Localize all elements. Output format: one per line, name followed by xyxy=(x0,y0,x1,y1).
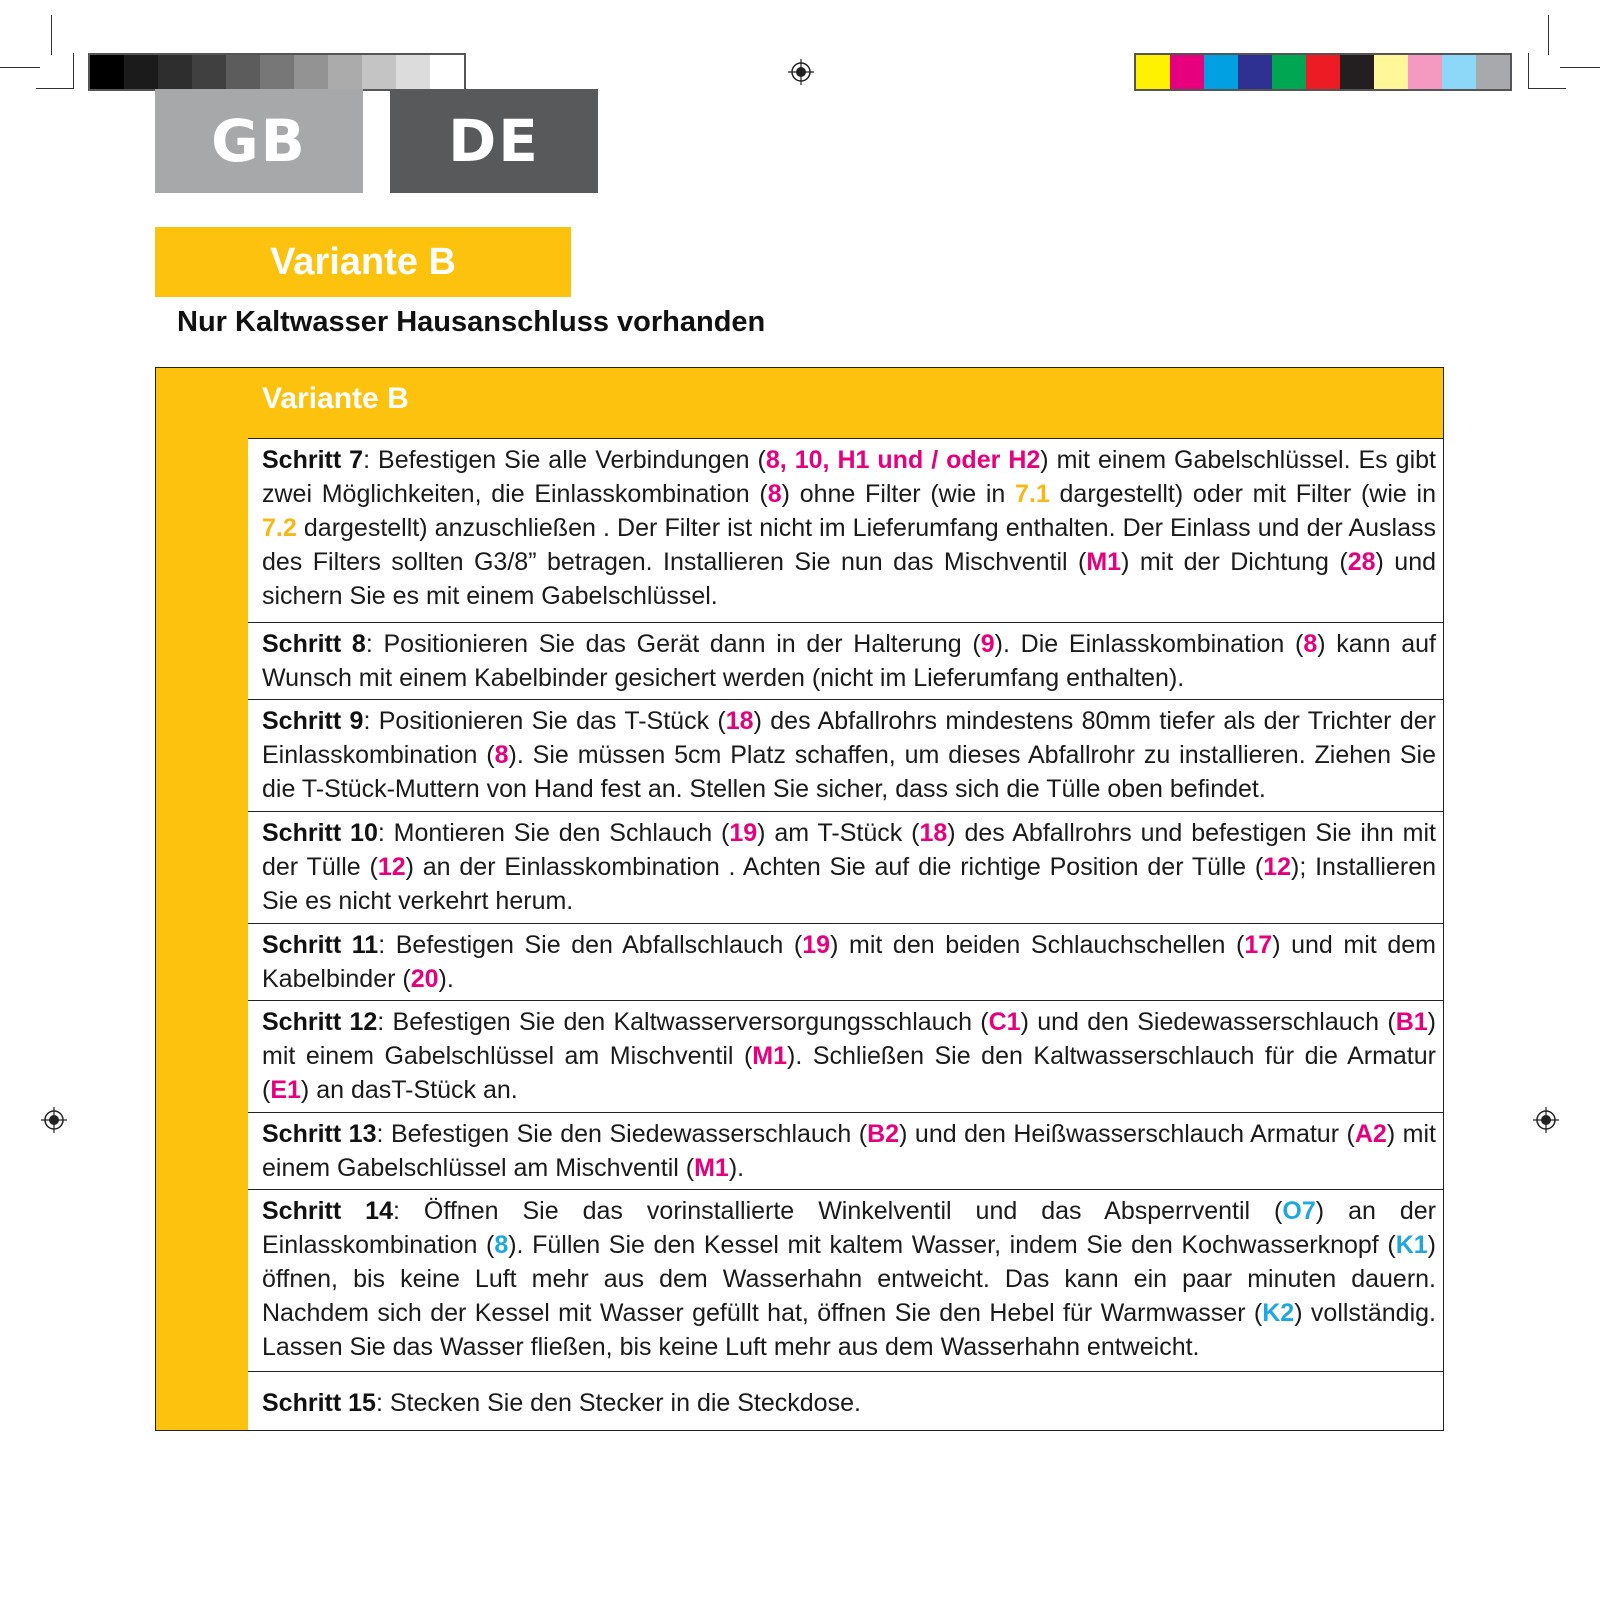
part-reference: 8, 10, H1 und / oder H2 xyxy=(765,446,1041,474)
part-reference: 8 xyxy=(494,741,509,769)
step-text: ). Füllen Sie den Kessel mit kaltem Wasser, indem Sie den Kochwasserknopf ( xyxy=(508,1231,1396,1259)
step-label: Schritt 12 xyxy=(262,1008,378,1036)
calibration-swatch xyxy=(1306,55,1340,89)
step-label: Schritt 13 xyxy=(262,1120,377,1148)
step-text: ) mit einem Gabelschlüssel am Mischventil ( xyxy=(262,1008,1436,1070)
calibration-swatch xyxy=(90,55,124,89)
step-row xyxy=(248,699,1443,811)
calibration-swatch xyxy=(362,55,396,89)
part-reference: 17 xyxy=(1244,931,1273,959)
step-text: ). Die Einlasskombination ( xyxy=(994,630,1304,658)
part-reference: M1 xyxy=(694,1154,729,1182)
registration-mark-icon xyxy=(41,1107,67,1133)
part-reference: K2 xyxy=(1262,1299,1295,1327)
registration-mark-icon xyxy=(788,59,814,85)
step-text: ) kann auf Wunsch mit einem Kabelbinder gesichert werden (nicht im Lieferumfang enthalten). xyxy=(262,630,1436,692)
step-text: : Öffnen Sie das vorinstallierte Winkelventil und das Absperrventil ( xyxy=(392,1197,1283,1225)
step-row xyxy=(248,811,1443,923)
part-reference: 28 xyxy=(1347,548,1376,576)
step-text: ) vollständig. Lassen Sie das Wasser fließen, bis keine Luft mehr aus dem Wasserhahn entweicht. xyxy=(262,1299,1436,1361)
step-text: ) am T-Stück ( xyxy=(757,819,920,847)
steps-list xyxy=(248,438,1443,1430)
step-text: ) mit den beiden Schlauchschellen ( xyxy=(830,931,1245,959)
part-reference: 18 xyxy=(725,707,754,735)
step-text: ); Installieren Sie es nicht verkehrt herum. xyxy=(262,853,1436,915)
part-reference: B2 xyxy=(867,1120,900,1148)
step-label: Schritt 8 xyxy=(262,630,366,658)
part-reference: 20 xyxy=(410,965,439,993)
step-text: ) und sichern Sie es mit einem Gabelschlüssel. xyxy=(262,548,1437,610)
calibration-swatch xyxy=(1170,55,1204,89)
step-text: dargestellt) anzuschließen . Der Filter ist nicht im Lieferumfang enthalten. Der Einlass und der Auslass des Filters sollten G3/8” betragen. Installieren Sie nun das Mischventil ( xyxy=(262,514,1436,576)
step-text: ) und den Siedewasserschlauch ( xyxy=(1020,1008,1396,1036)
calibration-swatch xyxy=(226,55,260,89)
step-text: ) an der Einlasskombination . Achten Sie auf die richtige Position der Tülle ( xyxy=(405,853,1264,881)
calibration-swatch xyxy=(294,55,328,89)
step-text: ) an der Einlasskombination ( xyxy=(262,1197,1436,1259)
step-row xyxy=(248,1000,1443,1112)
part-reference: 8 xyxy=(1303,630,1318,658)
crop-mark xyxy=(51,15,52,55)
step-row xyxy=(248,622,1443,699)
part-reference: 7.1 xyxy=(1015,480,1050,508)
step-text: : Befestigen Sie den Kaltwasserversorgungsschlauch ( xyxy=(377,1008,989,1036)
step-text: : Befestigen Sie den Siedewasserschlauch ( xyxy=(376,1120,868,1148)
step-text: ) mit einem Gabelschlüssel am Mischventil ( xyxy=(262,1120,1437,1182)
calibration-swatch xyxy=(1442,55,1476,89)
step-text: ) des Abfallrohrs und befestigen Sie ihn mit der Tülle ( xyxy=(262,819,1436,881)
step-row xyxy=(248,1371,1443,1441)
calibration-swatch xyxy=(430,55,464,89)
step-label: Schritt 11 xyxy=(262,931,379,959)
step-row xyxy=(248,1189,1443,1371)
calibration-swatch xyxy=(1340,55,1374,89)
step-text: ). Sie müssen 5cm Platz schaffen, um dieses Abfallrohr zu installieren. Ziehen Sie die T-Stück-Muttern von Hand fest an. Stellen Sie sicher, dass sich die Tülle oben befindet. xyxy=(262,741,1436,803)
part-reference: 19 xyxy=(802,931,831,959)
step-label: Schritt 14 xyxy=(262,1197,393,1225)
calibration-swatch xyxy=(396,55,430,89)
calibration-swatch xyxy=(1272,55,1306,89)
variant-banner: Variante B xyxy=(155,227,571,297)
part-reference: A2 xyxy=(1354,1120,1387,1148)
step-text: : Montieren Sie den Schlauch ( xyxy=(377,819,730,847)
step-text: ) an dasT-Stück an. xyxy=(300,1076,518,1104)
part-reference: E1 xyxy=(270,1076,301,1104)
step-text: ) und den Heißwasserschlauch Armatur ( xyxy=(899,1120,1355,1148)
step-text: ) mit der Dichtung ( xyxy=(1121,548,1348,576)
part-reference: 18 xyxy=(919,819,948,847)
step-text: dargestellt) oder mit Filter (wie in xyxy=(1049,480,1436,508)
part-reference: B1 xyxy=(1395,1008,1428,1036)
step-text: ). xyxy=(728,1154,745,1182)
part-reference: 12 xyxy=(1263,853,1292,881)
part-reference: 8 xyxy=(767,480,782,508)
step-label: Schritt 15 xyxy=(262,1389,376,1417)
step-text: ) mit einem Gabelschlüssel. Es gibt zwei Möglichkeiten, die Einlasskombination ( xyxy=(262,446,1436,508)
calibration-swatch xyxy=(1408,55,1442,89)
calibration-swatch xyxy=(192,55,226,89)
calibration-swatch xyxy=(1204,55,1238,89)
registration-mark-icon xyxy=(1533,1107,1559,1133)
calibration-swatch xyxy=(124,55,158,89)
part-reference: M1 xyxy=(752,1042,788,1070)
step-text: : Positionieren Sie das T-Stück ( xyxy=(363,707,726,735)
step-text: ). Schließen Sie den Kaltwasserschlauch für die Armatur ( xyxy=(262,1042,1436,1104)
language-tab-gb[interactable]: GB xyxy=(155,89,363,193)
crop-mark xyxy=(1528,88,1566,89)
calibration-swatch xyxy=(260,55,294,89)
step-text: ). xyxy=(438,965,454,993)
step-row xyxy=(248,438,1443,622)
table-header-title: Variante B xyxy=(262,382,409,415)
calibration-swatch xyxy=(1476,55,1510,89)
step-text: ) und mit dem Kabelbinder ( xyxy=(262,931,1436,993)
crop-mark xyxy=(0,67,40,68)
step-text: ) ohne Filter (wie in xyxy=(781,480,1016,508)
section-subtitle: Nur Kaltwasser Hausanschluss vorhanden xyxy=(177,306,766,338)
step-text: ) öffnen, bis keine Luft mehr aus dem Wasserhahn entweicht. Das kann ein paar minuten dauern. Nachdem sich der Kessel mit Wasser gefüllt hat, öffnen Sie den Hebel für Warmwasser ( xyxy=(262,1231,1436,1327)
step-label: Schritt 9 xyxy=(262,707,364,735)
step-label: Schritt 10 xyxy=(262,819,378,847)
step-text: : Positionieren Sie das Gerät dann in der Halterung ( xyxy=(365,630,981,658)
part-reference: C1 xyxy=(988,1008,1021,1036)
language-tab-de[interactable]: DE xyxy=(390,89,598,193)
calibration-swatch xyxy=(158,55,192,89)
calibration-swatch xyxy=(1136,55,1170,89)
crop-mark xyxy=(1528,53,1529,89)
part-reference: 12 xyxy=(377,853,406,881)
calibration-swatch xyxy=(1374,55,1408,89)
table-side-band xyxy=(156,368,248,1430)
step-text: : Stecken Sie den Stecker in die Steckdose. xyxy=(375,1389,861,1417)
part-reference: O7 xyxy=(1282,1197,1316,1225)
part-reference: 9 xyxy=(980,630,995,658)
part-reference: 7.2 xyxy=(262,514,297,542)
step-text: : Befestigen Sie den Abfallschlauch ( xyxy=(378,931,803,959)
grayscale-calibration-bar xyxy=(88,53,466,91)
calibration-swatch xyxy=(1238,55,1272,89)
calibration-swatch xyxy=(328,55,362,89)
part-reference: 19 xyxy=(729,819,758,847)
step-text: : Befestigen Sie alle Verbindungen ( xyxy=(363,446,766,474)
steps-table xyxy=(155,367,1444,1431)
crop-mark xyxy=(36,88,74,89)
part-reference: M1 xyxy=(1086,548,1122,576)
step-text: ) des Abfallrohrs mindestens 80mm tiefer als der Trichter der Einlasskombination ( xyxy=(262,707,1436,769)
step-label: Schritt 7 xyxy=(262,446,364,474)
step-row xyxy=(248,1112,1443,1189)
crop-mark xyxy=(1548,15,1549,55)
color-calibration-bar xyxy=(1134,53,1512,91)
part-reference: 8 xyxy=(494,1231,509,1259)
step-row xyxy=(248,923,1443,1000)
crop-mark xyxy=(73,53,74,89)
part-reference: K1 xyxy=(1395,1231,1428,1259)
crop-mark xyxy=(1560,67,1600,68)
